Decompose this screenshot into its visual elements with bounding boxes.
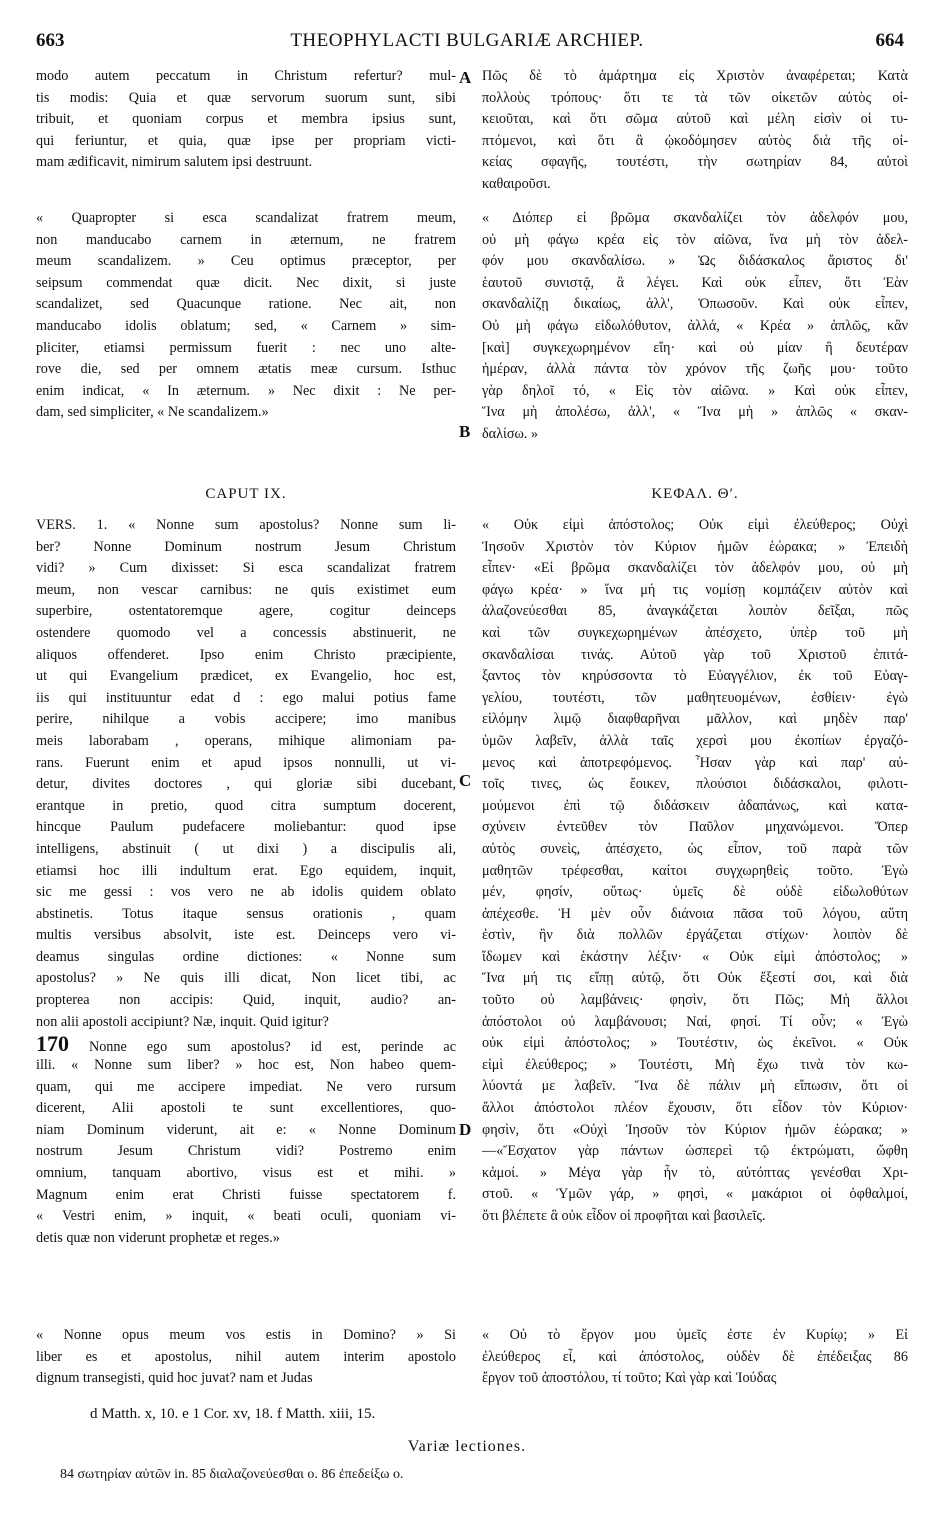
greek-para-3-line: μούμενοι ἐπὶ τῷ διδάσκειν ἀδαπάνως, καὶ κατα- [482, 797, 908, 814]
page-number-left: 663 [36, 30, 65, 51]
latin-para-3b-line: nostrum Jesum Christum vidi? Postremo enim [36, 1143, 456, 1160]
page-number-right: 664 [875, 30, 904, 51]
greek-para-1-line: Πῶς δὲ τὸ ἁμάρτημα εἰς Χριστὸν ἀναφέρεται; Κατὰ [482, 68, 908, 84]
greek-para-3-line: ὑμῶν λαβεῖν, ἀλλὰ ταῖς χερσὶ μου ἐκοπίων ἐργαζό- [482, 732, 908, 749]
latin-para-3b-line: illi. « Nonne sum liber? » hoc est, Non habeo quem- [36, 1057, 456, 1073]
greek-para-2-line: [καὶ] συγκεχωρημένον εἴη· καὶ οὐ μίαν ἢ δευτέραν [482, 339, 908, 356]
latin-para-1 [36, 66, 456, 174]
latin-para-3b-line: niam Dominum viderunt, ait e: « Nonne Dominum [36, 1121, 456, 1138]
greek-para-3-line: ξαντος τὸν κηρύσσοντα τὸ Εὐαγγέλιον, ἐκ τοῦ Εὐαγ- [482, 668, 908, 685]
greek-para-3-line: ἐστὶν, ἣν διὰ πολλῶν ἐργάζεται στίχων· λοιπὸν δὲ [482, 927, 908, 944]
running-head: THEOPHYLACTI BULGARIÆ ARCHIEP. [290, 30, 644, 51]
greek-para-3-line: καὶ τῶν συγκεχωρημένων ἀπέσχετο, ὑπὲρ τοῦ μὴ [482, 624, 908, 641]
greek-para-3-line: ἄλλοι ἀπόστολοι πλέον ἔχουσιν, ὅτι εἶδον τὸν Κύριον· [482, 1100, 908, 1117]
margin-letter-b: B [459, 422, 471, 441]
latin-para-3-line: apostolus? » Ne quis illi dicat, Non licet tibi, ac [36, 970, 456, 987]
greek-para-3-line: τοῦτο οὐ λαμβάνεις· φησὶν, ὅτι Πῶς; Μὴ ἄλλοι [482, 992, 908, 1009]
greek-para-3-line: αὐτὸς συνεὶς, ἀπέσχετο, ὡς εἶπον, τοῦ παρὰ τῶν [482, 840, 908, 857]
latin-para-3-line: superbire, ostentatoremque agere, cogitur deinceps [36, 603, 456, 620]
latin-para-3 [36, 515, 456, 1033]
greek-para-3-line: εἱλόμην λιμῷ διαφθαρῆναι μᾶλλον, καὶ μηδὲν παρ' [482, 711, 908, 728]
latin-para-3b-line: « Vestri enim, » inquit, « beati oculi, quoniam vi- [36, 1208, 456, 1225]
margin-letter-a: A [459, 68, 472, 87]
greek-para-3-line: μαθητῶν τρέφεσθαι, καίτοι συγχωρηθεὶς τοῦτο. Ἐγὼ [482, 862, 908, 879]
greek-para-4-line: ἐλεύθερος εἶ, καὶ ἀπόστολος, οὐδὲν δὲ ἐπέδειξας 86 [482, 1348, 908, 1365]
latin-para-3-line: meis laborabam , operans, mihique alimoniam pa- [36, 732, 456, 749]
greek-para-2-line: ἡμέραν, ἀλλὰ πάντα τὸν χρόνον τῆς ζωῆς μου· τοῦτο [482, 361, 908, 378]
latin-para-4-line: « Nonne opus meum vos estis in Domino? » Si [36, 1327, 456, 1343]
greek-para-3-line: —«Ἔσχατον γὰρ πάντων ὡσπερεὶ τῷ ἐκτρώματι, ὤφθη [482, 1143, 908, 1160]
margin-letter-d: D [459, 1120, 472, 1139]
latin-para-1-line: qui feriuntur, et quia, quæ ipse per propriam victi- [36, 132, 456, 149]
greek-para-2-line: Ἵνα μὴ ἀπολέσω, ἀλλ', « Ἵνα μὴ » ἁπλῶς « σκαν- [482, 404, 908, 421]
latin-para-3-line: detur, divites doctores , qui gloriæ sibi ducebant, [36, 776, 456, 793]
latin-para-2 [36, 208, 456, 424]
greek-para-1-line: πτόμενοι, καὶ ὅτι ἃ ᾠκοδόμησεν αὐτὸς διὰ τῆς οἰ- [482, 132, 908, 149]
latin-para-2-line: « Quapropter si esca scandalizat fratrem meum, [36, 210, 456, 226]
variae-lectiones-title: Variæ lectiones. [407, 1438, 527, 1455]
latin-para-2-line: scandalizet, sed Quacunque ratione. Nec ait, non [36, 296, 456, 313]
latin-para-3-line: propterea non accipis: Quid, inquit, audio? an- [36, 992, 456, 1009]
greek-para-3-line: μενος καὶ ἀποτρεφόμενος. Ἦσαν γὰρ καὶ παρ' αὐ- [482, 754, 908, 771]
latin-para-3-line: etiamsi hoc illi indultum erat. Ego equidem, inquit, [36, 862, 456, 879]
latin-para-3-line: multis versibus absolvit, iste est. Deinceps vero vi- [36, 927, 456, 944]
greek-para-1-line: κειοῦται, καὶ ὅτι σῶμα αὐτοῦ καὶ μέλη εἰσὶν οἱ τυ- [482, 111, 908, 128]
greek-para-2-line: οὐ μὴ φάγω κρέα εἰς τὸν αἰῶνα, ἵνα μὴ τὸν ἀδελ- [482, 231, 908, 248]
latin-para-4 [36, 1325, 456, 1390]
greek-para-4-line: « Οὐ τὸ ἔργον μου ὑμεῖς ἐστε ἐν Κυρίῳ; » Εἰ [482, 1327, 908, 1343]
latin-para-3-line: intelligens, abstinuit ( ut dixi ) a discipulis ali, [36, 840, 456, 857]
latin-para-3-line: abstinetis. Totus itaque sensus orationis , quam [36, 905, 456, 922]
greek-para-3-line: ἀλαζονεύεσθαι 85, ἀναγκάζεται λοιπὸν δεῖξαι, πῶς [482, 603, 908, 620]
latin-para-3-line: iis qui instituuntur edat d : ego malui potius fame [36, 689, 456, 706]
latin-para-1-line: tis modis: Quia et quæ servorum suorum sunt, sibi [36, 89, 456, 106]
greek-para-1-line: πολλοὺς τρόπους· ὅτι τε τὰ τῶν οἰκετῶν αὐτὸς οἰ- [482, 89, 908, 106]
greek-chapter-heading: ΚΕΦΑΛ. Θʹ. [651, 486, 739, 502]
greek-para-3-line: μέν, φησίν, οὕτως· ὑμεῖς δὲ οὐδὲ εἰδωλοθύτων [482, 884, 908, 901]
greek-para-2 [482, 208, 908, 446]
latin-para-3-line: vidi? » Cum dixisset: Si esca scandalizat fratrem [36, 560, 456, 577]
latin-para-3-line: aliquos offenderet. Ipso enim Christo præcipiente, [36, 646, 456, 663]
latin-para-3b-line: dicerent, Alii apostoli te sunt excellentiores, quo- [36, 1100, 456, 1117]
footnotes: d Matth. x, 10. e 1 Cor. xv, 18. f Matth. xiii, 15. [90, 1406, 376, 1422]
marginal-number-170: 170 [36, 1033, 69, 1055]
greek-para-3-line: « Οὐκ εἰμὶ ἀπόστολος; Οὐκ εἰμὶ ἐλεύθερος; Οὐχὶ [482, 517, 908, 533]
greek-para-3-line: σκανδαλίσαι τινάς. Αὐτοῦ γὰρ τοῦ Χριστοῦ ἐπιτά- [482, 646, 908, 663]
greek-para-1 [482, 66, 908, 196]
greek-para-3-line: Ἵνα μή τις εἴπῃ αὐτῷ, ὅτι Οὐκ ἔξεστί σοι, καὶ διὰ [482, 970, 908, 987]
latin-para-3-line: rans. Fuerunt enim et apud ipsos nonnulli, ut vi- [36, 754, 456, 771]
greek-para-3-line: ὅτι βλέπετε ἃ οὐκ εἶδον οἱ προφῆται καὶ βασιλεῖς. [482, 1208, 766, 1224]
greek-para-3-line: Ἰησοῦν Χριστὸν τὸν Κύριον ἡμῶν ἑώρακα; » Ἐπειδὴ [482, 538, 908, 555]
greek-para-3-line: κἀμοί. » Μέγα γὰρ ἦν τὸ, αὐτόπτας γενέσθαι Χρι- [482, 1164, 908, 1181]
latin-para-4-line: dignum transegisti, quid hoc juvat? nam et Judas [36, 1370, 313, 1387]
latin-para-3-line: erantque in pretio, quod citra sumptum docerent, [36, 797, 456, 814]
latin-para-2-line: manducabo idolis oblatum; sed, « Carnem » sim- [36, 317, 456, 334]
greek-para-3-line: ἀπόστολοι οὐ λαμβάνουσι; Ναί, φησί. Τί οὖν; « Ἐγὼ [482, 1013, 908, 1030]
latin-para-2-line: seipsum commendat quæ dicit. Nec dixit, si juste [36, 274, 456, 291]
greek-para-3-line: τοῖς τινες, ὡς ἔοικεν, πλούσιοι διδάσκαλοι, φιλοτι- [482, 776, 908, 793]
page-header [0, 30, 934, 60]
greek-para-3 [482, 515, 908, 1228]
margin-letter-c: C [459, 771, 472, 790]
greek-para-2-line: « Διόπερ εἰ βρῶμα σκανδαλίζει τὸν ἀδελφόν μου, [482, 210, 908, 226]
greek-para-2-line: σκανδαλίζῃ δικαίως, ἀλλ', Ὁπωσοῦν. Καὶ οὐκ εἶπεν, [482, 296, 908, 313]
greek-para-3-line: στοῦ. « Ὑμῶν γάρ, » φησὶ, « μακάριοι οἱ ὀφθαλμοί, [482, 1186, 908, 1203]
latin-para-3b-line: Magnum enim erat Christi fuisse spectatorem f. [36, 1186, 456, 1203]
greek-para-3-line: φησὶν, ὅτι «Οὐχὶ Ἰησοῦν τὸν Κύριον ἡμῶν ἑώρακα; » [482, 1121, 908, 1138]
latin-para-1-line: modo autem peccatum in Christum refertur? mul- [36, 68, 456, 84]
latin-para-2-line: dam, sed simpliciter, « Ne scandalizem.» [36, 404, 269, 421]
latin-para-3b [36, 1055, 456, 1249]
latin-para-2-line: meum scandalizem. » Ceu optimus præceptor, per [36, 253, 456, 270]
latin-para-1-line: tribuit, et quoniam corpus et membra ipsius sunt, [36, 111, 456, 128]
latin-para-2-line: rove die, sed per omnem ætatis meæ cursum. Isthuc [36, 361, 456, 378]
greek-para-3-line: σχύνειν ἐντεῦθεν τὸν Παῦλον μηχανώμενοι. Ὅπερ [482, 819, 908, 836]
latin-para-3-line: perire, nihilque a vobis accipere; imo manibus [36, 711, 456, 728]
greek-para-3-line: εἰμὶ ἐλεύθερος; » Τουτέστι, Μὴ ἔχω τινὰ τὸν κω- [482, 1056, 908, 1073]
latin-para-2-line: pliciter, etiamsi permissum fuerit : nec uno alte- [36, 339, 456, 356]
latin-para-3-line: ut qui Evangelium prædicet, ex Evangelio, hoc est, [36, 668, 456, 685]
latin-line-170-text: Nonne ego sum apostolus? id est, perinde ac [88, 1039, 456, 1055]
greek-para-2-line: ἑαυτοῦ συνιστᾷ, ἃ λέγει. Καὶ οὐκ εἶπεν, ὅτι Ἐὰν [482, 274, 908, 291]
latin-para-3-line: meum, non vescar carnibus: ne quis existimet eum [36, 581, 456, 598]
latin-para-3-line: ber? Nonne Dominum nostrum Jesum Christum [36, 538, 456, 555]
greek-para-2-line: φόν μου σκανδαλίσω. » Ὡς διδάσκαλος ἄριστος δι' [482, 253, 908, 270]
greek-para-1-line: καθαιροῦσι. [482, 175, 551, 192]
greek-para-3-line: φάγω κρέα· » ἵνα μή τις νομίσῃ κομπάζειν αὐτὸν καὶ [482, 581, 908, 598]
greek-para-3-line: λύοντά με λαβεῖν. Ἵνα δὲ πάλιν μὴ εἴπωσιν, ὅτι οἱ [482, 1078, 908, 1095]
latin-para-3-line: VERS. 1. « Nonne sum apostolus? Nonne sum li- [36, 517, 456, 533]
latin-para-1-line: mam ædificavit, nimirum salutem ipsi destruunt. [36, 154, 313, 171]
latin-line-170 [36, 1033, 456, 1055]
greek-para-3-line: οὐκ εἰμὶ ἀπόστολος; » Τουτέστιν, ὡς ἐκεῖνοι. « Οὐκ [482, 1035, 908, 1052]
latin-para-3b-line: omnium, tanquam abortivo, visus est et mihi. » [36, 1164, 456, 1181]
latin-para-4-line: liber es et apostolus, nihil autem interim apostolo [36, 1348, 456, 1365]
greek-para-3-line: εἶπεν· «Εἰ βρῶμα σκανδαλίζει τὸν ἀδελφόν μου, οὐ μὴ [482, 560, 908, 577]
latin-para-3-line: ostendere quomodo vel a concessis abstinuerit, ne [36, 624, 456, 641]
latin-para-3-line: hincque Paulum pudefacere moliebantur: quod ipse [36, 819, 456, 836]
latin-para-3-line: sic me gessi : vos vero ne ab idolis quidem oblato [36, 884, 456, 901]
greek-para-4-line: ἔργον τοῦ ἀποστόλου, τί τοῦτο; Καὶ γὰρ καὶ Ἰούδας [482, 1370, 777, 1387]
greek-para-2-line: γὰρ δηλοῖ τό, « Εἰς τὸν αἰῶνα. » Καὶ οὐκ εἶπεν, [482, 382, 908, 399]
greek-para-2-line: Οὐ μὴ φάγω εἰδωλόθυτον, ἀλλά, « Κρέα » ἁπλῶς, κἂν [482, 317, 908, 334]
greek-para-1-line: κείας σφαγῆς, τουτέστι, τὴν σωτηρίαν 84, αὐτοὶ [482, 154, 908, 171]
latin-para-3b-line: quam, qui me accipere impediat. Ne vero rursum [36, 1078, 456, 1095]
latin-para-3-line: non alii apostoli accipiunt? Næ, inquit. Quid igitur? [36, 1013, 329, 1030]
greek-para-3-line: γελίου, τουτέστι, τῶν μαθητευομένων, ἐσθίειν· ἐγὼ [482, 689, 908, 706]
latin-para-2-line: non manducabo carnem in æternum, ne fratrem [36, 231, 456, 248]
variae-lectiones-text: 84 σωτηρίαν αὐτῶν in. 85 διαλαζονεύεσθαι o. 86 ἐπεδείξω o. [60, 1467, 404, 1482]
latin-para-2-line: enim indicat, « In æternum. » Nec dixit : Ne per- [36, 382, 456, 399]
greek-para-3-line: ἴδωμεν καὶ ἑκάστην λέξιν· « Οὐκ εἰμὶ ἀπόστολος; » [482, 948, 908, 965]
greek-para-4 [482, 1325, 908, 1390]
greek-para-3-line: ἀπέχεσθε. Ἡ μὲν οὖν διάνοια πᾶσα τοῦ λόγου, αὕτη [482, 905, 908, 922]
greek-para-2-line: δαλίσω. » [482, 425, 538, 442]
latin-para-3-line: deamus singulas ordine dictiones: « Nonne sum [36, 948, 456, 965]
latin-chapter-heading: CAPUT IX. [205, 486, 287, 502]
latin-para-3b-line: detis quæ non viderunt prophetæ et reges.» [36, 1229, 280, 1246]
